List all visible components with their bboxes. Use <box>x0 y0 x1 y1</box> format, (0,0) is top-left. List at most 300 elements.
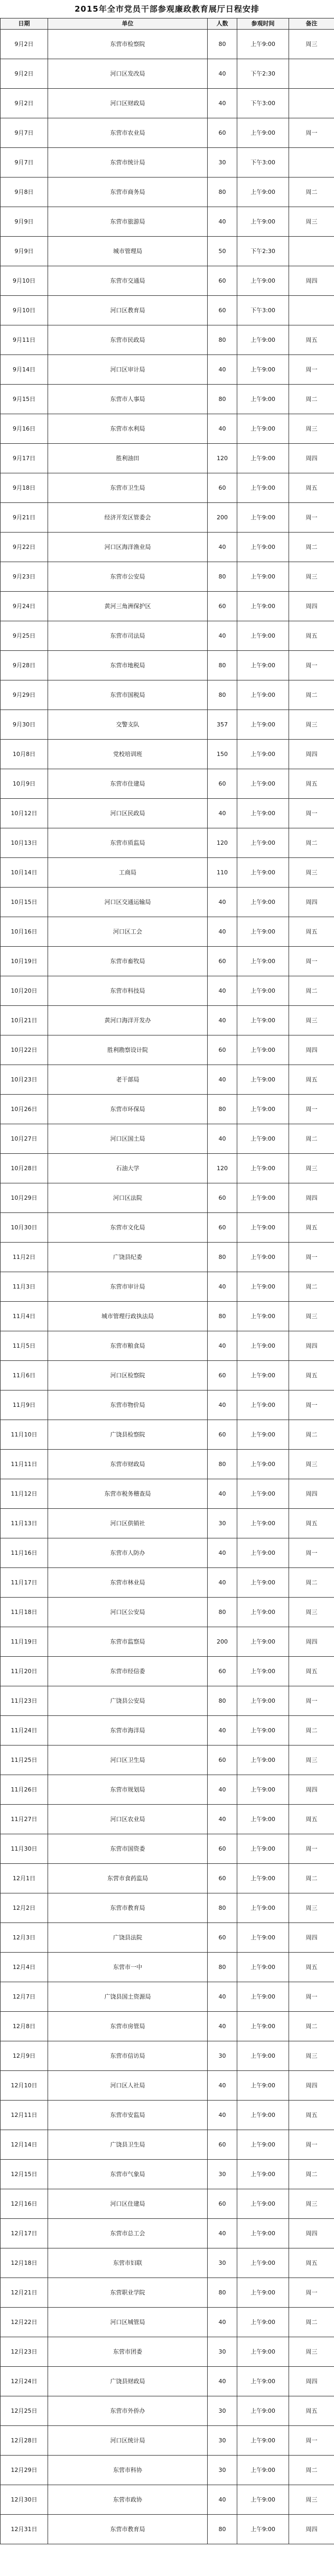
row-count: 40 <box>208 2219 237 2248</box>
row-unit: 河口区农业局 <box>48 1805 208 1834</box>
table-row <box>1 237 334 266</box>
row-unit: 黄河口海洋开发办 <box>48 1006 208 1035</box>
row-unit: 河口区公安局 <box>48 1598 208 1627</box>
row-week: 周三 <box>289 1154 334 1183</box>
row-week: 周五 <box>289 1657 334 1686</box>
row-time: 上午9:00 <box>237 2101 289 2130</box>
row-date: 12月9日 <box>1 2041 48 2071</box>
row-count: 40 <box>208 355 237 385</box>
row-week: 周五 <box>289 1805 334 1834</box>
row-count: 40 <box>208 1775 237 1805</box>
row-time: 上午9:00 <box>237 888 289 917</box>
row-date: 11月23日 <box>1 1686 48 1716</box>
table-row <box>1 592 334 621</box>
table-row <box>1 1450 334 1479</box>
row-date: 10月16日 <box>1 917 48 947</box>
row-count: 40 <box>208 2101 237 2130</box>
row-unit: 东营市民政局 <box>48 325 208 355</box>
row-time: 上午9:00 <box>237 2426 289 2456</box>
row-time: 上午9:00 <box>237 1006 289 1035</box>
row-time: 上午9:00 <box>237 1686 289 1716</box>
row-time: 上午9:00 <box>237 266 289 296</box>
row-week: 周三 <box>289 1302 334 1331</box>
row-unit: 河口区工会 <box>48 917 208 947</box>
row-week: 周一 <box>289 2278 334 2308</box>
table-row <box>1 1065 334 1095</box>
table-row <box>1 414 334 444</box>
row-date: 12月16日 <box>1 2189 48 2219</box>
row-count: 40 <box>208 1716 237 1746</box>
row-time: 上午9:00 <box>237 2308 289 2337</box>
row-unit: 东营市安监局 <box>48 2101 208 2130</box>
row-date: 12月11日 <box>1 2101 48 2130</box>
row-week: 周二 <box>289 1272 334 1302</box>
row-week: 周三 <box>289 1746 334 1775</box>
row-count: 80 <box>208 1598 237 1627</box>
table-row <box>1 385 334 414</box>
row-date: 12月23日 <box>1 2337 48 2367</box>
row-unit: 河口区教育局 <box>48 296 208 325</box>
row-week: 周四 <box>289 888 334 917</box>
row-time: 上午9:00 <box>237 1598 289 1627</box>
row-unit: 东营市气象局 <box>48 2160 208 2189</box>
row-count: 40 <box>208 799 237 828</box>
row-week: 周四 <box>289 1775 334 1805</box>
row-count: 60 <box>208 1361 237 1390</box>
row-week: 周二 <box>289 178 334 207</box>
row-unit: 东营职业学院 <box>48 2278 208 2308</box>
row-date: 12月21日 <box>1 2278 48 2308</box>
table-row <box>1 2101 334 2130</box>
row-count: 30 <box>208 2160 237 2189</box>
table-row <box>1 118 334 148</box>
row-count: 357 <box>208 710 237 740</box>
row-count: 80 <box>208 178 237 207</box>
row-date: 9月11日 <box>1 325 48 355</box>
table-row <box>1 444 334 473</box>
row-count: 200 <box>208 503 237 533</box>
row-date: 12月25日 <box>1 2396 48 2426</box>
row-count: 30 <box>208 2041 237 2071</box>
row-count: 60 <box>208 473 237 503</box>
row-week: 周五 <box>289 2396 334 2426</box>
row-count: 40 <box>208 1272 237 1302</box>
row-date: 10月20日 <box>1 976 48 1006</box>
row-week <box>289 296 334 325</box>
row-date: 9月14日 <box>1 355 48 385</box>
row-week: 周五 <box>289 325 334 355</box>
row-week: 周一 <box>289 1834 334 1864</box>
row-unit: 东营市旅游局 <box>48 207 208 237</box>
row-week: 周一 <box>289 118 334 148</box>
row-unit: 东营市水利局 <box>48 414 208 444</box>
table-row <box>1 976 334 1006</box>
row-count: 80 <box>208 325 237 355</box>
row-date: 12月3日 <box>1 1923 48 1953</box>
table-row <box>1 59 334 89</box>
row-date: 12月4日 <box>1 1953 48 1982</box>
row-count: 40 <box>208 2485 237 2515</box>
table-row <box>1 2041 334 2071</box>
row-count: 60 <box>208 266 237 296</box>
table-row <box>1 296 334 325</box>
table-row <box>1 2189 334 2219</box>
row-week: 周二 <box>289 1568 334 1598</box>
row-time: 上午9:00 <box>237 1923 289 1953</box>
row-week: 周三 <box>289 2189 334 2219</box>
table-row <box>1 947 334 976</box>
table-row <box>1 1657 334 1686</box>
row-time: 上午9:00 <box>237 1746 289 1775</box>
row-count: 60 <box>208 1183 237 1213</box>
row-time: 上午9:00 <box>237 1568 289 1598</box>
row-date: 9月29日 <box>1 680 48 710</box>
row-count: 80 <box>208 1893 237 1923</box>
row-time: 上午9:00 <box>237 1124 289 1154</box>
table-row <box>1 1361 334 1390</box>
table-row <box>1 325 334 355</box>
row-unit: 东营市交通局 <box>48 266 208 296</box>
row-time: 上午9:00 <box>237 621 289 651</box>
row-date: 11月10日 <box>1 1420 48 1450</box>
row-count: 60 <box>208 2130 237 2160</box>
row-unit: 城市管理行政执法局 <box>48 1302 208 1331</box>
row-count: 60 <box>208 296 237 325</box>
row-date: 11月17日 <box>1 1568 48 1598</box>
row-count: 80 <box>208 385 237 414</box>
table-row <box>1 503 334 533</box>
row-date: 11月12日 <box>1 1479 48 1509</box>
row-count: 40 <box>208 59 237 89</box>
row-count: 40 <box>208 2308 237 2337</box>
header-unit: 单位 <box>48 18 208 30</box>
row-date: 11月16日 <box>1 1538 48 1568</box>
row-date: 11月26日 <box>1 1775 48 1805</box>
row-unit: 东营市司法局 <box>48 621 208 651</box>
row-week: 周四 <box>289 1627 334 1657</box>
row-time: 上午9:00 <box>237 1213 289 1243</box>
row-count: 200 <box>208 1627 237 1657</box>
table-row <box>1 1834 334 1864</box>
row-count: 50 <box>208 237 237 266</box>
row-count: 80 <box>208 1953 237 1982</box>
row-date: 11月5日 <box>1 1331 48 1361</box>
row-week <box>289 89 334 118</box>
row-week: 周五 <box>289 1213 334 1243</box>
table-row <box>1 1568 334 1598</box>
row-time: 上午9:00 <box>237 473 289 503</box>
row-time: 上午9:00 <box>237 2041 289 2071</box>
row-time: 上午9:00 <box>237 1243 289 1272</box>
table-row <box>1 828 334 858</box>
row-count: 60 <box>208 118 237 148</box>
row-time: 上午9:00 <box>237 1272 289 1302</box>
row-count: 80 <box>208 2515 237 2544</box>
row-time: 上午9:00 <box>237 1361 289 1390</box>
row-week: 周二 <box>289 828 334 858</box>
row-unit: 黄河三角洲保护区 <box>48 592 208 621</box>
row-week: 周一 <box>289 1982 334 2012</box>
row-week: 周一 <box>289 799 334 828</box>
table-row <box>1 1420 334 1450</box>
row-week: 周一 <box>289 1390 334 1420</box>
table-row <box>1 1627 334 1657</box>
row-time: 上午9:00 <box>237 2456 289 2485</box>
row-date: 10月28日 <box>1 1154 48 1183</box>
row-week: 周一 <box>289 2130 334 2160</box>
row-date: 9月16日 <box>1 414 48 444</box>
table-row <box>1 1982 334 2012</box>
table-row <box>1 178 334 207</box>
row-week: 周三 <box>289 858 334 888</box>
row-unit: 东营市人防办 <box>48 1538 208 1568</box>
row-date: 9月18日 <box>1 473 48 503</box>
row-time: 上午9:00 <box>237 1509 289 1538</box>
row-week: 周五 <box>289 1065 334 1095</box>
row-date: 11月30日 <box>1 1834 48 1864</box>
table-row <box>1 858 334 888</box>
header-count: 人数 <box>208 18 237 30</box>
row-unit: 河口区卫生局 <box>48 1746 208 1775</box>
row-time: 上午9:00 <box>237 355 289 385</box>
row-week: 周五 <box>289 1361 334 1390</box>
table-row <box>1 1864 334 1893</box>
row-date: 12月24日 <box>1 2367 48 2396</box>
table-row <box>1 621 334 651</box>
row-time: 上午9:00 <box>237 1450 289 1479</box>
table-row <box>1 148 334 178</box>
row-week: 周二 <box>289 1864 334 1893</box>
row-week: 周一 <box>289 1243 334 1272</box>
row-unit: 东营市团委 <box>48 2337 208 2367</box>
row-date: 11月11日 <box>1 1450 48 1479</box>
row-count: 60 <box>208 947 237 976</box>
table-row <box>1 2396 334 2426</box>
row-count: 30 <box>208 2337 237 2367</box>
row-count: 40 <box>208 1331 237 1361</box>
row-time: 上午9:00 <box>237 2071 289 2101</box>
row-time: 上午9:00 <box>237 2337 289 2367</box>
table-row <box>1 2337 334 2367</box>
table-row <box>1 2426 334 2456</box>
row-date: 9月23日 <box>1 562 48 592</box>
row-week: 周一 <box>289 651 334 680</box>
row-count: 30 <box>208 1509 237 1538</box>
row-unit: 东营市妇联 <box>48 2248 208 2278</box>
row-unit: 东营市环保局 <box>48 1095 208 1124</box>
row-unit: 东营市科技局 <box>48 976 208 1006</box>
row-date: 12月18日 <box>1 2248 48 2278</box>
row-date: 12月31日 <box>1 2515 48 2544</box>
row-time: 上午9:00 <box>237 710 289 740</box>
row-unit: 交警支队 <box>48 710 208 740</box>
row-count: 40 <box>208 1805 237 1834</box>
table-row <box>1 1095 334 1124</box>
row-count: 40 <box>208 1538 237 1568</box>
row-week: 周四 <box>289 1331 334 1361</box>
row-time: 上午9:00 <box>237 769 289 799</box>
row-week: 周二 <box>289 1124 334 1154</box>
row-unit: 河口区检察院 <box>48 1361 208 1390</box>
row-date: 12月8日 <box>1 2012 48 2041</box>
row-week: 周二 <box>289 1420 334 1450</box>
row-week: 周五 <box>289 473 334 503</box>
row-week: 周三 <box>289 30 334 59</box>
row-date: 10月14日 <box>1 858 48 888</box>
schedule-table <box>0 18 334 2544</box>
table-row <box>1 1746 334 1775</box>
row-date: 12月7日 <box>1 1982 48 2012</box>
row-date: 9月30日 <box>1 710 48 740</box>
row-week: 周二 <box>289 2160 334 2189</box>
row-count: 60 <box>208 1864 237 1893</box>
row-date: 12月29日 <box>1 2456 48 2485</box>
row-time: 上午9:00 <box>237 651 289 680</box>
row-time: 上午9:00 <box>237 1331 289 1361</box>
row-date: 10月29日 <box>1 1183 48 1213</box>
row-unit: 东营市政协 <box>48 2485 208 2515</box>
row-time: 上午9:00 <box>237 414 289 444</box>
row-date: 9月8日 <box>1 178 48 207</box>
row-time: 上午9:00 <box>237 592 289 621</box>
row-time: 上午9:00 <box>237 1183 289 1213</box>
table-row <box>1 1686 334 1716</box>
row-week: 周五 <box>289 2101 334 2130</box>
row-week: 周五 <box>289 917 334 947</box>
row-week: 周二 <box>289 1716 334 1746</box>
row-week: 周二 <box>289 533 334 562</box>
row-unit: 城市管理局 <box>48 237 208 266</box>
row-week: 周三 <box>289 562 334 592</box>
row-count: 40 <box>208 1982 237 2012</box>
row-date: 11月19日 <box>1 1627 48 1657</box>
row-date: 11月2日 <box>1 1243 48 1272</box>
row-week: 周四 <box>289 2219 334 2248</box>
row-unit: 东营市规划局 <box>48 1775 208 1805</box>
row-week: 周三 <box>289 414 334 444</box>
row-time: 上午9:00 <box>237 1154 289 1183</box>
row-time: 上午9:00 <box>237 2248 289 2278</box>
table-row <box>1 2130 334 2160</box>
table-row <box>1 355 334 385</box>
table-row <box>1 2485 334 2515</box>
row-time: 上午9:00 <box>237 1095 289 1124</box>
row-count: 40 <box>208 1065 237 1095</box>
row-unit: 东营市财政局 <box>48 1450 208 1479</box>
row-unit: 广饶县卫生局 <box>48 2130 208 2160</box>
row-week: 周四 <box>289 2515 334 2544</box>
table-row <box>1 917 334 947</box>
row-week: 周五 <box>289 1953 334 1982</box>
row-unit: 东营市国资委 <box>48 1834 208 1864</box>
row-unit: 东营市国税局 <box>48 680 208 710</box>
row-date: 10月27日 <box>1 1124 48 1154</box>
row-week: 周三 <box>289 1598 334 1627</box>
row-date: 10月19日 <box>1 947 48 976</box>
row-count: 80 <box>208 2278 237 2308</box>
row-count: 60 <box>208 1923 237 1953</box>
row-unit: 东营市海洋局 <box>48 1716 208 1746</box>
row-count: 80 <box>208 30 237 59</box>
row-week: 周二 <box>289 976 334 1006</box>
row-time: 上午9:00 <box>237 30 289 59</box>
row-unit: 东营市教育局 <box>48 2515 208 2544</box>
row-unit: 东营市林业局 <box>48 1568 208 1598</box>
row-count: 30 <box>208 148 237 178</box>
row-time: 上午9:00 <box>237 799 289 828</box>
row-unit: 广饶县纪委 <box>48 1243 208 1272</box>
row-time: 上午9:00 <box>237 828 289 858</box>
row-time: 上午9:00 <box>237 1420 289 1450</box>
row-week: 周四 <box>289 266 334 296</box>
table-row <box>1 2367 334 2396</box>
table-row <box>1 1953 334 1982</box>
row-unit: 广饶县国土资源局 <box>48 1982 208 2012</box>
row-unit: 河口区民政局 <box>48 799 208 828</box>
row-week: 周二 <box>289 385 334 414</box>
row-unit: 东营市粮食局 <box>48 1331 208 1361</box>
row-count: 80 <box>208 1450 237 1479</box>
row-week <box>289 59 334 89</box>
row-time: 下午3:00 <box>237 148 289 178</box>
row-unit: 广饶县检察院 <box>48 1420 208 1450</box>
row-week: 周四 <box>289 740 334 769</box>
row-date: 9月2日 <box>1 89 48 118</box>
table-row <box>1 1538 334 1568</box>
row-count: 40 <box>208 533 237 562</box>
row-time: 上午9:00 <box>237 2130 289 2160</box>
row-week: 周五 <box>289 621 334 651</box>
row-week: 周三 <box>289 1006 334 1035</box>
table-row <box>1 1183 334 1213</box>
row-time: 上午9:00 <box>237 1834 289 1864</box>
row-count: 60 <box>208 1657 237 1686</box>
row-count: 40 <box>208 1006 237 1035</box>
row-week: 周三 <box>289 1893 334 1923</box>
row-unit: 东营市信访局 <box>48 2041 208 2071</box>
row-date: 10月22日 <box>1 1035 48 1065</box>
row-date: 9月25日 <box>1 621 48 651</box>
table-row <box>1 2248 334 2278</box>
row-count: 40 <box>208 2071 237 2101</box>
row-unit: 东营市质监局 <box>48 828 208 858</box>
row-week: 周一 <box>289 503 334 533</box>
row-week <box>289 237 334 266</box>
table-row <box>1 1775 334 1805</box>
row-count: 60 <box>208 769 237 799</box>
table-row <box>1 1124 334 1154</box>
row-unit: 东营市税务稽查局 <box>48 1479 208 1509</box>
row-count: 80 <box>208 1095 237 1124</box>
row-count: 80 <box>208 1243 237 1272</box>
row-week: 周三 <box>289 2337 334 2367</box>
page-title: 2015年全市党员干部参观廉政教育展厅日程安排 <box>75 4 259 14</box>
row-week: 周五 <box>289 2248 334 2278</box>
row-time: 上午9:00 <box>237 178 289 207</box>
table-row <box>1 740 334 769</box>
row-week: 周三 <box>289 2485 334 2515</box>
row-time: 下午2:30 <box>237 237 289 266</box>
row-count: 30 <box>208 2456 237 2485</box>
table-row <box>1 533 334 562</box>
table-row <box>1 2515 334 2544</box>
row-count: 80 <box>208 680 237 710</box>
row-unit: 东营市检察院 <box>48 30 208 59</box>
row-time: 下午2:30 <box>237 59 289 89</box>
row-time: 上午9:00 <box>237 325 289 355</box>
row-time: 上午9:00 <box>237 2485 289 2515</box>
row-week <box>289 148 334 178</box>
